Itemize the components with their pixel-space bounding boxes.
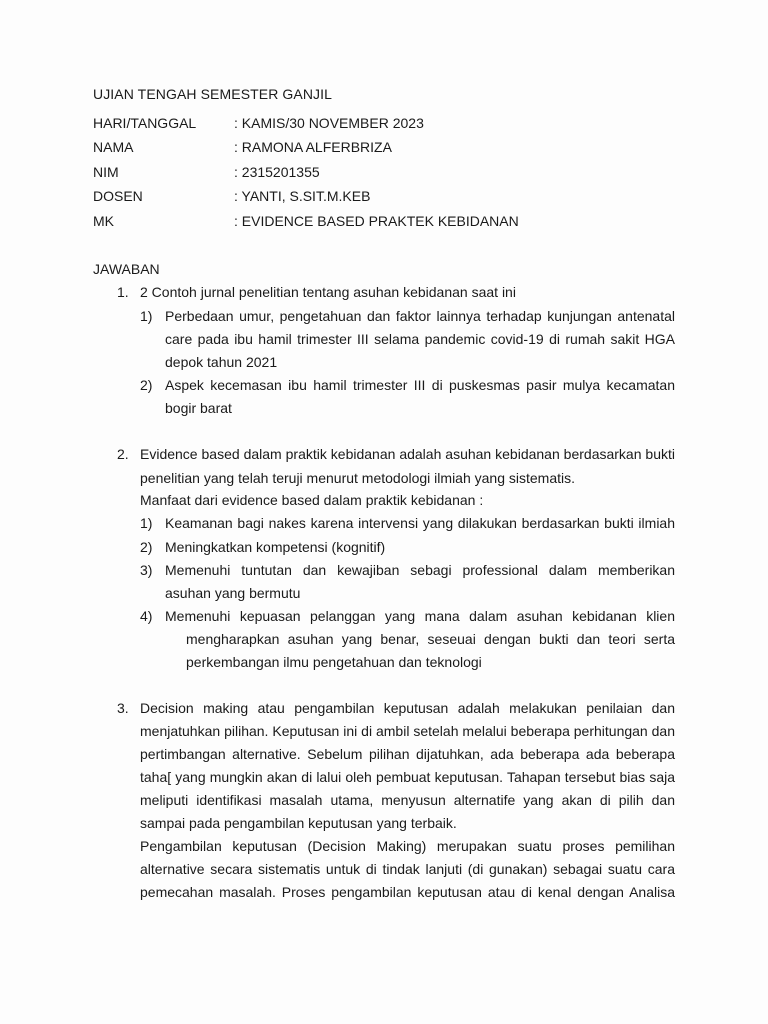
list-item-line: Memenuhi kepuasan pelanggan yang mana dalam asuhan kebidanan klien [165,608,675,624]
paragraph-line: Decision making atau pengambilan keputusan adalah melakukan penilaian dan [140,700,675,716]
header-label: DOSEN [93,188,143,204]
question-number: 2. [117,446,129,462]
paragraph-line: alternative secara sistematis untuk di tindak lanjuti (di gunakan) sebagai suatu cara [140,861,675,877]
header-row-name [93,139,683,159]
list-item-line: Memenuhi tuntutan dan kewajiban sebagi professional dalam memberikan [165,562,675,578]
list-item-line: Keamanan bagi nakes karena intervensi yang dilakukan berdasarkan bukti ilmiah [165,515,675,531]
document-title: UJIAN TENGAH SEMESTER GANJIL [93,86,333,102]
header-value: : 2315201355 [234,164,320,180]
list-item-line: depok tahun 2021 [165,354,278,370]
list-item-number: 2) [140,377,153,393]
header-value: : RAMONA ALFERBRIZA [234,139,392,155]
paragraph-line: Pengambilan keputusan (Decision Making) merupakan suatu proses pemilihan [140,838,675,854]
paragraph-line: sampai pada pengambilan keputusan yang terbaik. [140,815,457,831]
header-row-lecturer [93,188,683,208]
paragraph-line: menjatuhkan pilihan. Keputusan ini di ambil setelah melalui beberapa perhitungan dan [140,723,675,739]
paragraph-line: Evidence based dalam praktik kebidanan adalah asuhan kebidanan berdasarkan bukti [140,446,675,462]
header-row-date [93,115,683,135]
list-item-number: 3) [140,562,153,578]
question-number: 3. [117,700,129,716]
header-row-nim [93,164,683,184]
paragraph-line: pertimbangan alternative. Sebelum pilihan dijatuhkan, ada beberapa ada beberapa [140,746,675,762]
list-item-line: asuhan yang bermutu [165,585,301,601]
list-item-line: Aspek kecemasan ibu hamil trimester III di puskesmas pasir mulya kecamatan [165,377,675,393]
list-item-number: 2) [140,539,153,555]
list-item-number: 4) [140,608,153,624]
header-value: : EVIDENCE BASED PRAKTEK KEBIDANAN [234,213,519,229]
list-item-number: 1) [140,515,153,531]
paragraph-line: Manfaat dari evidence based dalam praktik kebidanan : [140,492,484,508]
answers-heading: JAWABAN [93,261,160,277]
header-value: : YANTI, S.SIT.M.KEB [234,188,371,204]
paragraph-line: meliputi identifikasi masalah utama, menyusun alternatife yang akan di pilih dan [140,792,675,808]
header-label: NIM [93,164,119,180]
header-label: HARI/TANGGAL [93,115,197,131]
paragraph-line: taha[ yang mungkin akan di lalui oleh pembuat keputusan. Tahapan tersebut bias saja [140,769,675,785]
list-item-line: care pada ibu hamil trimester III selama pandemic covid-19 di rumah sakit HGA [165,331,675,347]
header-row-course [93,213,683,233]
list-item-line: perkembangan ilmu pengetahuan dan teknologi [186,654,482,670]
header-label: MK [93,213,114,229]
paragraph-line: penelitian yang telah teruji menurut metodologi ilmiah yang sistematis. [140,470,576,486]
list-item-line: Perbedaan umur, pengetahuan dan faktor lainnya terhadap kunjungan antenatal [165,308,675,324]
paragraph-line: pemecahan masalah. Proses pengambilan keputusan atau di kenal dengan Analisa [140,884,675,900]
question-number: 1. [117,284,129,300]
header-label: NAMA [93,139,134,155]
list-item-line: mengharapkan asuhan yang benar, seseuai dengan bukti dan teori serta [186,631,675,647]
list-item-line: bogir barat [165,400,232,416]
list-item-line: Meningkatkan kompetensi (kognitif) [165,539,386,555]
header-value: : KAMIS/30 NOVEMBER 2023 [234,115,424,131]
list-item-number: 1) [140,308,153,324]
question-text: 2 Contoh jurnal penelitian tentang asuhan kebidanan saat ini [140,284,516,300]
